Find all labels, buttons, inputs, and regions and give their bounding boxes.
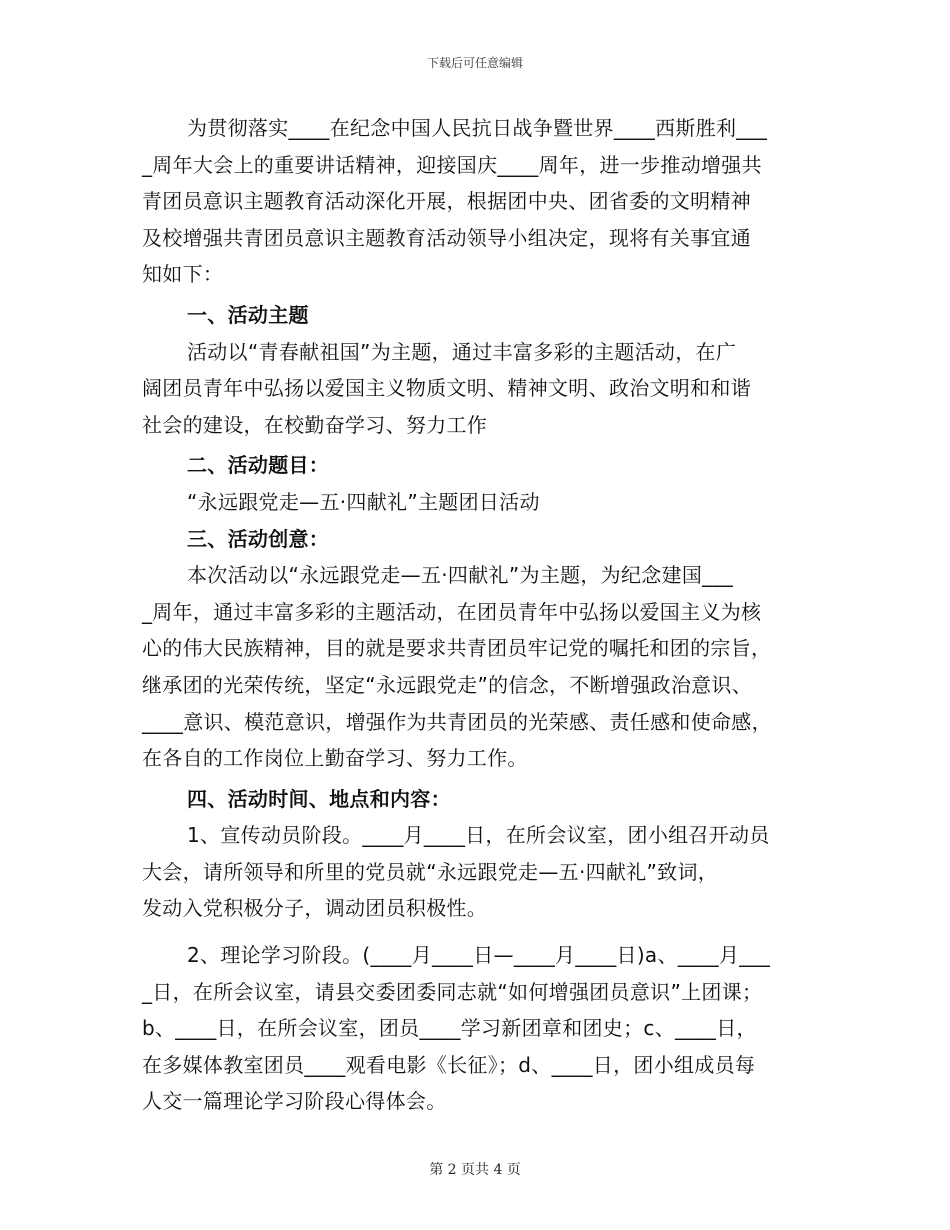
paragraph-line: 知如下： bbox=[142, 262, 224, 287]
section-heading-idea: 三、活动创意： bbox=[187, 526, 330, 551]
page-header-note: 下载后可任意编辑 bbox=[426, 56, 523, 70]
paragraph-line: ____意识、模范意识，增强作为共青团员的光荣感、责任感和使命感， bbox=[142, 709, 772, 734]
theme-paragraph bbox=[142, 334, 817, 444]
section-heading-title: 二、活动题目： bbox=[187, 453, 330, 478]
paragraph-line: _周年，通过丰富多彩的主题活动，在团员青年中弘扬以爱国主义为核 bbox=[142, 599, 762, 624]
paragraph-line: 心的伟大民族精神，目的就是要求共青团员牢记党的嘱托和团的宗旨， bbox=[142, 636, 772, 661]
idea-paragraph bbox=[142, 557, 817, 777]
paragraph-line: b、____日，在所会议室，团员____学习新团章和团史；c、____日， bbox=[142, 1016, 757, 1041]
document-body bbox=[142, 110, 817, 1120]
paragraph-line: 1、宣传动员阶段。____月____日，在所会议室，团小组召开动员 bbox=[187, 823, 770, 848]
paragraph-line: 本次活动以“永远跟党走—五·四献礼”为主题，为纪念建国___ bbox=[187, 563, 734, 588]
paragraph-line: 发动入党积极分子，调动团员积极性。 bbox=[142, 896, 488, 921]
paragraph-line: 为贯彻落实____在纪念中国人民抗日战争暨世界____西斯胜利___ bbox=[187, 116, 768, 140]
page-number-footer: 第 2 页共 4 页 bbox=[429, 1162, 521, 1178]
paragraph-line: _日，在所会议室，请县交委团委同志就“如何增强团员意识”上团课； bbox=[142, 979, 763, 1004]
paragraph-line: 在各自的工作岗位上勤奋学习、努力工作。 bbox=[142, 746, 528, 771]
paragraph-line: 社会的建设，在校勤奋学习、努力工作 bbox=[142, 412, 488, 437]
intro-paragraph bbox=[142, 110, 817, 293]
paragraph-line: 2、理论学习阶段。(____月____日—____月____日)a、____月___ bbox=[187, 943, 771, 968]
stage2-paragraph bbox=[142, 937, 817, 1120]
section-heading-theme: 一、活动主题 bbox=[187, 302, 309, 327]
activity-title-line: “永远跟党走—五·四献礼”主题团日活动 bbox=[187, 489, 540, 514]
paragraph-line: 人交一篇理论学习阶段心得体会。 bbox=[142, 1089, 447, 1114]
stage1-paragraph bbox=[142, 817, 817, 927]
paragraph-line: 及校增强共青团员意识主题教育活动领导小组决定，现将有关事宜通 bbox=[142, 225, 751, 250]
paragraph-line: 活动以“青春献祖国”为主题，通过丰富多彩的主题活动，在广 bbox=[187, 339, 737, 364]
paragraph-line: 大会，请所领导和所里的党员就“永远跟党走—五·四献礼”致词， bbox=[142, 859, 719, 884]
section-heading-schedule: 四、活动时间、地点和内容： bbox=[187, 786, 451, 811]
paragraph-line: 继承团的光荣传统，坚定“永远跟党走”的信念，不断增强政治意识、 bbox=[142, 672, 753, 697]
paragraph-line: _周年大会上的重要讲话精神，迎接国庆____周年，进一步推动增强共 bbox=[142, 152, 762, 177]
paragraph-line: 青团员意识主题教育活动深化开展，根据团中央、团省委的文明精神 bbox=[142, 189, 751, 214]
paragraph-line: 在多媒体教室团员____观看电影《长征》；d、____日，团小组成员每 bbox=[142, 1052, 756, 1077]
paragraph-line: 阔团员青年中弘扬以爱国主义物质文明、精神文明、政治文明和和谐 bbox=[142, 376, 751, 401]
